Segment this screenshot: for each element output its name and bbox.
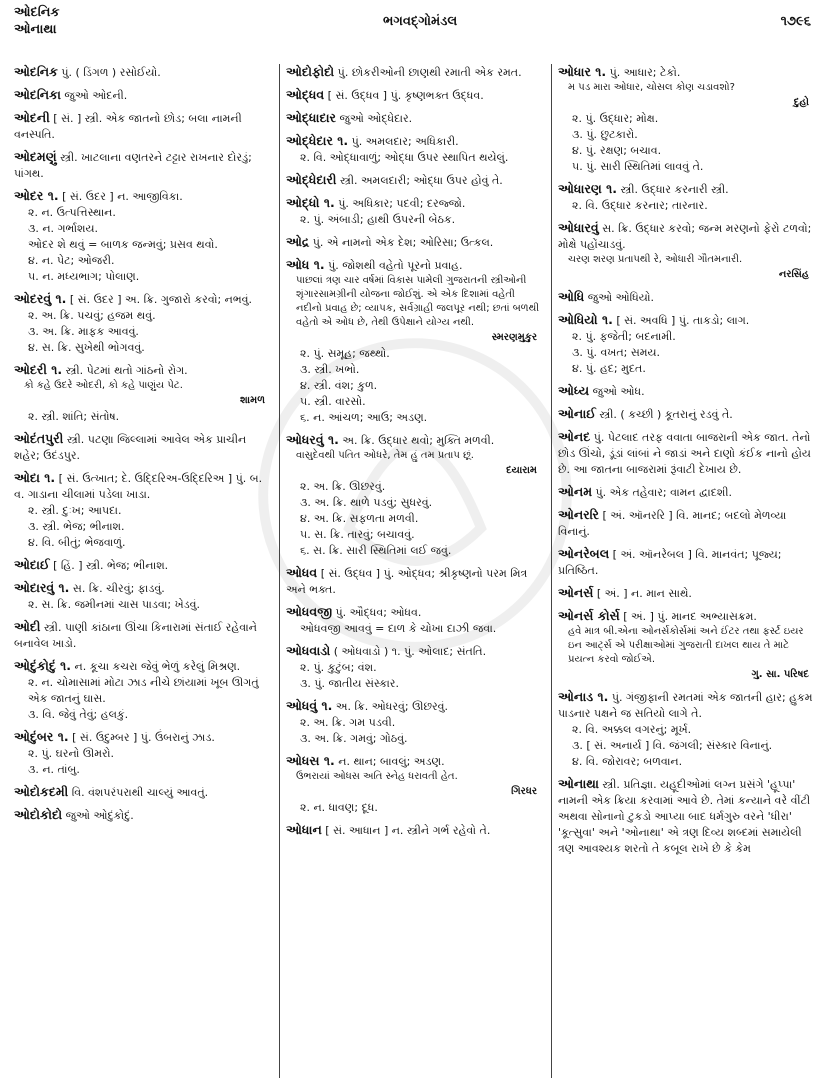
entry-definition: સ. ક્રિ. ઉદ્ધાર કરવો; જન્મ મરણનો ફેરો ટળવો; મોક્ષે પહોંચાડવું. (558, 222, 812, 251)
entry-headword: ઓદની (14, 110, 50, 125)
dictionary-entry (558, 312, 815, 377)
entry-sense: ૨. પું. અંબાડી; હાથી ઉપરની બેઠક. (300, 213, 456, 226)
entry-headword: ઓધરવું ૧. (286, 432, 339, 447)
entry-definition: અ. ક્રિ. ઉદ્ધાર થવો; મુક્તિ મળવી. (338, 434, 495, 447)
entry-definition: પું. અધિકાર; પદવી; દરજ્જો. (334, 197, 466, 210)
entry-definition: [ અં. ઑનરરિ ] વિ. માનદ; બદલો મેળવ્યા વિનાનું. (558, 509, 787, 538)
dictionary-columns (14, 64, 815, 1078)
quotation-source: દયારામ (506, 465, 537, 476)
entry-headword: ઓનરેબલ (558, 546, 610, 561)
dictionary-entry (14, 87, 271, 104)
entry-headword: ઓધારણ ૧. (558, 181, 618, 196)
entry-headword: ઓનમ (558, 484, 593, 499)
entry-headword: ઓનદ (558, 429, 591, 444)
entry-headword: ઓદોકોદો (14, 807, 63, 822)
entry-definition: [ સં. આધાન ] ન. સ્ત્રીને ગર્ભ રહેવો તે. (321, 824, 491, 837)
entry-sense: ૨. પું. ઘરનો ઊમરો. (28, 747, 114, 760)
entry-definition: અ. ક્રિ. ઓધરવું; ઊછરવું. (332, 700, 449, 713)
entry-headword: ઓધારવું (558, 220, 599, 235)
entry-definition: [ હિં. ] સ્ત્રી. ભેજ; ભીનાશ. (49, 559, 169, 572)
dictionary-entry (558, 546, 815, 579)
entry-headword: ઓધ ૧. (286, 257, 325, 272)
entry-headword: ઓનર્સ કોર્સ (558, 608, 620, 623)
entry-quotation: પાછલાં ત્રણ ચાર વર્ષમાં વિકાસ પામેલી ગુજરાતની સ્ત્રીઓની શૃંગારસામગ્રીની યોજના જોઈશું. એ એક દિશામાં વહેતી નદીનો પ્રવાહ છે; વ્યાપક, સર્વગ્રાહી જલપૂર નથી; છતાં બળથી વહેતો એ ઓધ છે, તેથી ઉપેક્ષાને યોગ્ય નથી. (296, 275, 540, 328)
dictionary-entry (286, 604, 543, 637)
entry-sense: ૬. ન. આંચળ; આઉ; અડણ. (300, 411, 428, 424)
dictionary-entry (14, 470, 271, 551)
entry-definition: સ. ક્રિ. ચીરવું; ફાડવું. (69, 582, 165, 595)
entry-sense: ૨. સ્ત્રી. શાંતિ; સંતોષ. (28, 410, 120, 423)
entry-headword: ઓધિયો ૧. (558, 312, 613, 327)
dictionary-entry (558, 383, 815, 400)
entry-sense: ૩. ન. ગર્ભાશય. (28, 222, 99, 235)
entry-definition: પું. જોશથી વહેતો પૂરનો પ્રવાહ. (324, 259, 463, 272)
dictionary-entry (286, 133, 543, 166)
entry-sense: ૨. અ. ક્રિ. પચવું; હજમ થવું. (28, 309, 156, 322)
dictionary-entry (286, 64, 543, 81)
entry-definition: ન. કૂચા કચરા જેવું ભેળું કરેલું મિશ્રણ. (71, 660, 241, 673)
entry-definition: સ્ત્રી. અમલદારી; ઓદ્ધા ઉપર હોવું તે. (336, 174, 503, 187)
entry-headword: ઓદુંબર ૧. (14, 729, 69, 744)
entry-definition: સ્ત્રી. ઉદ્ધાર કરનારી સ્ત્રી. (617, 183, 729, 196)
page-header (14, 6, 811, 36)
entry-sense: ૫. સ. ક્રિ. તારવું; બચાવવું. (300, 528, 415, 541)
entry-headword: ઓદરી ૧. (14, 362, 63, 377)
dictionary-entry (14, 362, 271, 425)
entry-sense: ૨. વિ. અક્કલ વગરનું; મૂર્ખ. (572, 723, 692, 736)
entry-headword: ઓધાન (286, 822, 322, 837)
entry-headword: ઓદરવું ૧. (14, 291, 67, 306)
entry-headword: ઓનાઈ (558, 406, 596, 421)
entry-sense: ૨. પું. સમૂહ; જથ્થો. (300, 347, 390, 360)
entry-definition: [ સં. ઉદર ] અ. ક્રિ. ગુજારો કરવો; નભવું. (66, 293, 253, 306)
entry-definition: [ સં. ઉદર ] ન. આજીવિકા. (58, 190, 183, 203)
dictionary-entry (286, 110, 543, 127)
entry-headword: ઓદ્ધવ (286, 87, 325, 102)
dictionary-entry (558, 429, 815, 478)
entry-definition: પું. ગંજીફાની રમતમાં એક જાતની હાર; હુકમ પાડનાર પક્ષને જ સતિયો લાગે તે. (558, 691, 813, 720)
dictionary-entry (286, 87, 543, 104)
entry-sense: ૨. ન. ધાવણ; દૂધ. (300, 801, 378, 814)
entry-sense: ૩. સ્ત્રી. ભેજ; ભીનાશ. (28, 520, 125, 533)
dictionary-entry (14, 149, 271, 182)
entry-headword: ઓદ્ધાદાર (286, 110, 336, 125)
entry-sense: ૪. પું. રક્ષણ; બચાવ. (572, 144, 662, 157)
dictionary-entry (286, 234, 543, 251)
dictionary-entry (558, 406, 815, 423)
left-guide-word: ઓદનિક (14, 5, 60, 20)
entry-sense: ૩. પું. જાતીય સંસ્કાર. (300, 677, 399, 690)
entry-headword: ઓધવ (286, 565, 318, 580)
dictionary-entry (558, 289, 815, 306)
entry-quotation: મ પડ મારા ઓધાર, ચોસલ કોણ ચડાવશો? (568, 82, 735, 93)
dictionary-entry (14, 619, 271, 652)
entry-headword: ઓધ્ય (558, 383, 590, 398)
entry-definition: પું. છોકરીઓની છાણથી રમાતી એક રમત. (334, 66, 522, 79)
entry-sense: ૨. ન. ચોમાસામાં મોટા ઝાડ નીચે છાંયામાં ખૂબ ઊગતું એક જાતનું ઘાસ. (28, 676, 259, 705)
entry-sense: ૨. પું. ફજેતી; બદનામી. (572, 330, 676, 343)
entry-headword: ઓદનિક (14, 64, 58, 79)
entry-sense: ૨. સ. ક્રિ. જમીનમાં ચાસ પાડવા; ખેડવું. (28, 598, 201, 611)
dictionary-entry (14, 784, 271, 801)
entry-sense: ૩. પું. વખત; સમય. (572, 346, 661, 359)
dictionary-entry (558, 585, 815, 602)
dictionary-entry (14, 729, 271, 778)
dictionary-entry (286, 257, 543, 426)
dictionary-entry (286, 698, 543, 747)
entry-definition: પું. ( ડિંગળ ) રસોઈયો. (57, 66, 161, 79)
entry-definition: [ અં. ] પું. માનદ અભ્યાસક્રમ. (619, 610, 757, 623)
quotation-source: નરસિંહ (778, 269, 809, 280)
dictionary-entry (14, 658, 271, 723)
entry-definition: સ્ત્રી. પેટમાં થતો ગાંઠનો રોગ. (62, 364, 188, 377)
entry-quotation: હવે માત્ર બી.એના ઓનર્સકોર્સમાં અને ઈંટર તથા ફર્સ્ટ ઇયર ઇન આર્ટ્સ એ પરીક્ષાઓમાં ગુજરાતી દાખલ થાય તે માટે પ્રયત્ન કરવો જોઈએ. (568, 626, 804, 665)
entry-headword: ઓનર્સ (558, 585, 594, 600)
entry-headword: ઓધાર ૧. (558, 64, 607, 79)
entry-headword: ઓનરરિ (558, 507, 599, 522)
entry-sense: ૨. વિ. ઉદ્ધાર કરનાર; તારનાર. (572, 199, 708, 212)
entry-sense: ૫. પું. સારી સ્થિતિમાં લાવવું તે. (572, 160, 704, 173)
dictionary-entry (286, 432, 543, 559)
dictionary-entry (286, 565, 543, 598)
entry-sense: ૪. વિ. જોરાવર; બળવાન. (572, 755, 683, 768)
entry-definition: જુઓ ઓધ. (589, 385, 645, 398)
entry-sense: ૩. અ. ક્રિ. થાળે પડવું; સુધરવું. (300, 496, 433, 509)
entry-sense: ૬. સ. ક્રિ. સારી સ્થિતિમાં લઈ જવું. (300, 544, 452, 557)
dictionary-entry (286, 753, 543, 816)
dictionary-entry (14, 807, 271, 824)
entry-headword: ઓદંતપુરી (14, 431, 64, 446)
column-2 (279, 64, 543, 1078)
entry-definition: [ સં. ] સ્ત્રી. એક જાતનો છોડ; બલા નામની વનસ્પતિ. (14, 112, 242, 141)
quotation-source: ગુ. સા. પરિષદ (751, 669, 809, 680)
entry-headword: ઓદોકદમી (14, 784, 69, 799)
dictionary-entry (558, 689, 815, 770)
dictionary-entry (558, 181, 815, 214)
entry-sense: ૩. વિ. જેવું તેવું; હલકું. (28, 708, 129, 721)
dictionary-entry (14, 431, 271, 464)
entry-headword: ઓદારવું ૧. (14, 580, 70, 595)
entry-sense: ૨. સ્ત્રી. દુઃખ; આપદા. (28, 504, 122, 517)
second-guide-word: ઓનાથા (14, 22, 57, 37)
entry-headword: ઓદ્ધેદારી (286, 172, 337, 187)
dictionary-entry (14, 557, 271, 574)
dictionary-entry (558, 507, 815, 540)
entry-sense: ઓદર શે થવું = બાળક જન્મવું; પ્રસવ થવો. (28, 238, 218, 251)
dictionary-entry (286, 643, 543, 692)
entry-headword: ઓદર ૧. (14, 188, 59, 203)
entry-definition: સ્ત્રી. ખાટલાના વણતરને ટટ્ટાર રાખનાર દોરડું; પાંગથ. (14, 151, 252, 180)
entry-definition: પું. અમલદાર; અધિકારી. (348, 135, 459, 148)
dictionary-entry (14, 291, 271, 356)
entry-headword: ઓદી (14, 619, 41, 634)
quotation-source: દુહો (793, 97, 809, 108)
dictionary-title: ભગવદ્ગોમંડલ (383, 13, 458, 29)
entry-definition: [ અં. ઑનરેબલ ] વિ. માનવંત; પૂજ્ય; પ્રતિષ્ઠિત. (558, 548, 782, 577)
entry-quotation: ચરણ શરણ પ્રતાપથી રે, ઓધારી ગૌતમનારી. (568, 254, 743, 265)
page-number: ૧૭૯૬ (780, 13, 811, 29)
dictionary-entry (558, 220, 815, 283)
entry-headword: ઓધિ (558, 289, 585, 304)
entry-sense: ૫. સ્ત્રી. વારસો. (300, 395, 366, 408)
entry-definition: વિ. વંશપરંપરાથી ચાલ્યું આવતું. (68, 786, 209, 799)
entry-definition: સ્ત્રી. પટણા જિલ્લામાં આવેલ એક પ્રાચીન શહેર; ઉદંડપુર. (14, 433, 247, 462)
entry-definition: સ્ત્રી. ( કચ્છી ) કૂતરાનું રડવું તે. (595, 408, 733, 421)
entry-sense: ૪. ન. પેટ; ઓજરી. (28, 254, 115, 267)
entry-headword: ઓદમણું (14, 149, 57, 164)
column-3 (551, 64, 815, 1078)
entry-headword: ઓદા ૧. (14, 470, 56, 485)
dictionary-entry (14, 188, 271, 285)
entry-definition: [ સં. અવધિ ] પું. તાકડો; લાગ. (612, 314, 750, 327)
entry-headword: ઓદાઈ (14, 557, 50, 572)
entry-sense: ૨. વિ. ઓદ્ધાવાળું; ઓદ્ધા ઉપર સ્થાપિત થયેલું. (300, 151, 509, 164)
entry-definition: જુઓ ઓદ્ધેદાર. (335, 112, 413, 125)
entry-quotation: વાસુદેવથી પતિત ઓધરે, તેમ હું તમ પ્રતાપ છૂં. (296, 450, 474, 461)
dictionary-entry (14, 580, 271, 613)
entry-sense: ૪. સ. ક્રિ. સુખેથી ભોગવવું. (28, 341, 145, 354)
dictionary-entry (558, 776, 815, 857)
entry-headword: ઓદ્ધેદાર ૧. (286, 133, 349, 148)
entry-sense: ૩. પું. છુટકારો. (572, 128, 638, 141)
entry-sense: ૨. અ. ક્રિ. ગમ પડવી. (300, 716, 396, 729)
entry-definition: પું. પેટલાદ તરફ વવાતા બાજરાની એક જાત. તેનો છોડ ઊંચો, ડૂંડાં લાંબાં ને જાડાં અને દાણો કંઈક નાનો હોય છે. આ જાતના બાજરામાં રૂંવાટી દેખાય છે. (558, 431, 811, 476)
entry-definition: ( ઓધવાડો ) ૧. પું. ઓલાદ; સંતતિ. (330, 645, 487, 658)
quotation-source: સ્મરણમુકુર (491, 332, 537, 343)
entry-definition: સ્ત્રી. પાણી કાંઠાના ઊંચા કિનારામાં સંતાઈ રહેવાને બનાવેલ ખાડો. (14, 621, 257, 650)
entry-sense: ૨. પું. ઉદ્ધાર; મોક્ષ. (572, 112, 659, 125)
entry-definition: [ અં. ] ન. માન સાથે. (593, 587, 692, 600)
dictionary-entry (558, 484, 815, 501)
dictionary-entry (558, 608, 815, 683)
entry-sense: ૩. અ. ક્રિ. માફક આવવું. (28, 325, 139, 338)
entry-definition: જુઓ ઓધિયો. (584, 291, 654, 304)
entry-sense: ૪. અ. ક્રિ. સફળતા મળવી. (300, 512, 419, 525)
entry-definition: [ સં. ઉત્ખાત; દે. ઉદ્દિરિઅ-ઉદ્દિરિઅ ] પું. બ. વ. ગાડાના ચીલામાં પડેલા ખાડા. (14, 472, 263, 501)
guide-words (14, 4, 60, 38)
entry-definition: જુઓ ઓદુંકોદું. (62, 809, 134, 822)
entry-definition: પું. આધાર; ટેકો. (606, 66, 681, 79)
entry-definition: પું. એ નામનો એક દેશ; ઓરિસા; ઉત્કલ. (309, 236, 494, 249)
column-1 (14, 64, 271, 1078)
dictionary-entry (286, 172, 543, 189)
entry-quotation: કો કહે ઉદરે ઓદરી, કો કહે પાણુંય પેટ. (24, 380, 183, 391)
entry-sense: ૩. સ્ત્રી. ખભો. (300, 363, 360, 376)
entry-definition: [ સં. ઉદ્ધવ ] પું. કૃષ્ણભક્ત ઉદ્ધવ. (324, 89, 484, 102)
entry-headword: ઓદ્ર (286, 234, 310, 249)
quotation-source: ગિરધર (511, 786, 537, 797)
entry-sense: ૪. સ્ત્રી. વંશ; કુળ. (300, 379, 378, 392)
entry-definition: [ સં. ઉદ્ધવ ] પું. ઓદ્ધવ; શ્રીકૃષ્ણનો પરમ મિત્ર અને ભક્ત. (286, 567, 528, 596)
entry-headword: ઓધવજી (286, 604, 333, 619)
entry-headword: ઓનાથા (558, 776, 599, 791)
entry-sense: ૩. ન. તાંબુ. (28, 763, 80, 776)
entry-headword: ઓદ્ધો ૧. (286, 195, 335, 210)
dictionary-entry (286, 195, 543, 228)
entry-sense: ૨. અ. ક્રિ. ઊછરવું. (300, 480, 386, 493)
entry-sense: ઓધવજી આવવું = દાળ કે ચોખા દાઝી જવા. (300, 622, 497, 635)
entry-definition: [ સં. ઉદુમ્બર ] પું. ઉંબરાનું ઝાડ. (68, 731, 215, 744)
entry-headword: ઓદોફોદો (286, 64, 335, 79)
entry-definition: જુઓ ઓદની. (60, 89, 128, 102)
entry-quotation: ઉભરાયાં ઓધસ અતિ સ્નેહ ધરાવતી હેત. (296, 771, 458, 782)
entry-definition: ન. થાન; બાવલું; અડણ. (334, 755, 445, 768)
entry-headword: ઓધવાડો (286, 643, 331, 658)
entry-sense: ૪. વિ. બીતું; ભેજવાળું. (28, 536, 126, 549)
entry-sense: ૩. અ. ક્રિ. ગમવું; ગોઠવું. (300, 732, 408, 745)
entry-headword: ઓદુંકોદું ૧. (14, 658, 72, 673)
entry-sense: ૪. પું. હદ; મુદત. (572, 362, 646, 375)
dictionary-entry (286, 822, 543, 839)
dictionary-entry (558, 64, 815, 175)
entry-headword: ઓધસ ૧. (286, 753, 335, 768)
entry-sense: ૫. ન. મધ્યભાગ; પોલાણ. (28, 270, 140, 283)
entry-sense: ૩. [ સં. અનાર્ય ] વિ. જંગલી; સંસ્કાર વિનાનું. (572, 739, 773, 752)
entry-definition: પું. ઔદ્ધવ; ઓધવ. (332, 606, 422, 619)
entry-headword: ઓદનિકા (14, 87, 61, 102)
entry-sense: ૨. ન. ઉત્પત્તિસ્થાન. (28, 206, 116, 219)
entry-definition: પું. એક તહેવાર; વામન દ્વાદશી. (592, 486, 733, 499)
entry-definition: સ્ત્રી. પ્રતિજ્ઞા. યહૂદીઓમાં લગ્ન પ્રસંગે 'હૂપ્પા' નામની એક ક્રિયા કરવામાં આવે છે. તેમાં કન્યાને વરે વીંટી અથવા સોનાનો ટુકડો આપ્યા બાદ ધર્મગુરુ વરને 'ધીરા' 'કૂત્સુવા' અને 'ઓનાથા' એ ત્રણ દિવ્ય શબ્દમાં સમાયેલી ત્રણ આવશ્યક શરતો તે કબૂલ રાખે છે કે કેમ (558, 778, 811, 855)
dictionary-entry (14, 110, 271, 143)
dictionary-entry (14, 64, 271, 81)
quotation-source: શામળ (239, 395, 265, 406)
entry-headword: ઓનાડ ૧. (558, 689, 609, 704)
entry-headword: ઓધવું ૧. (286, 698, 333, 713)
entry-sense: ૨. પું. કુટુંબ; વંશ. (300, 661, 377, 674)
